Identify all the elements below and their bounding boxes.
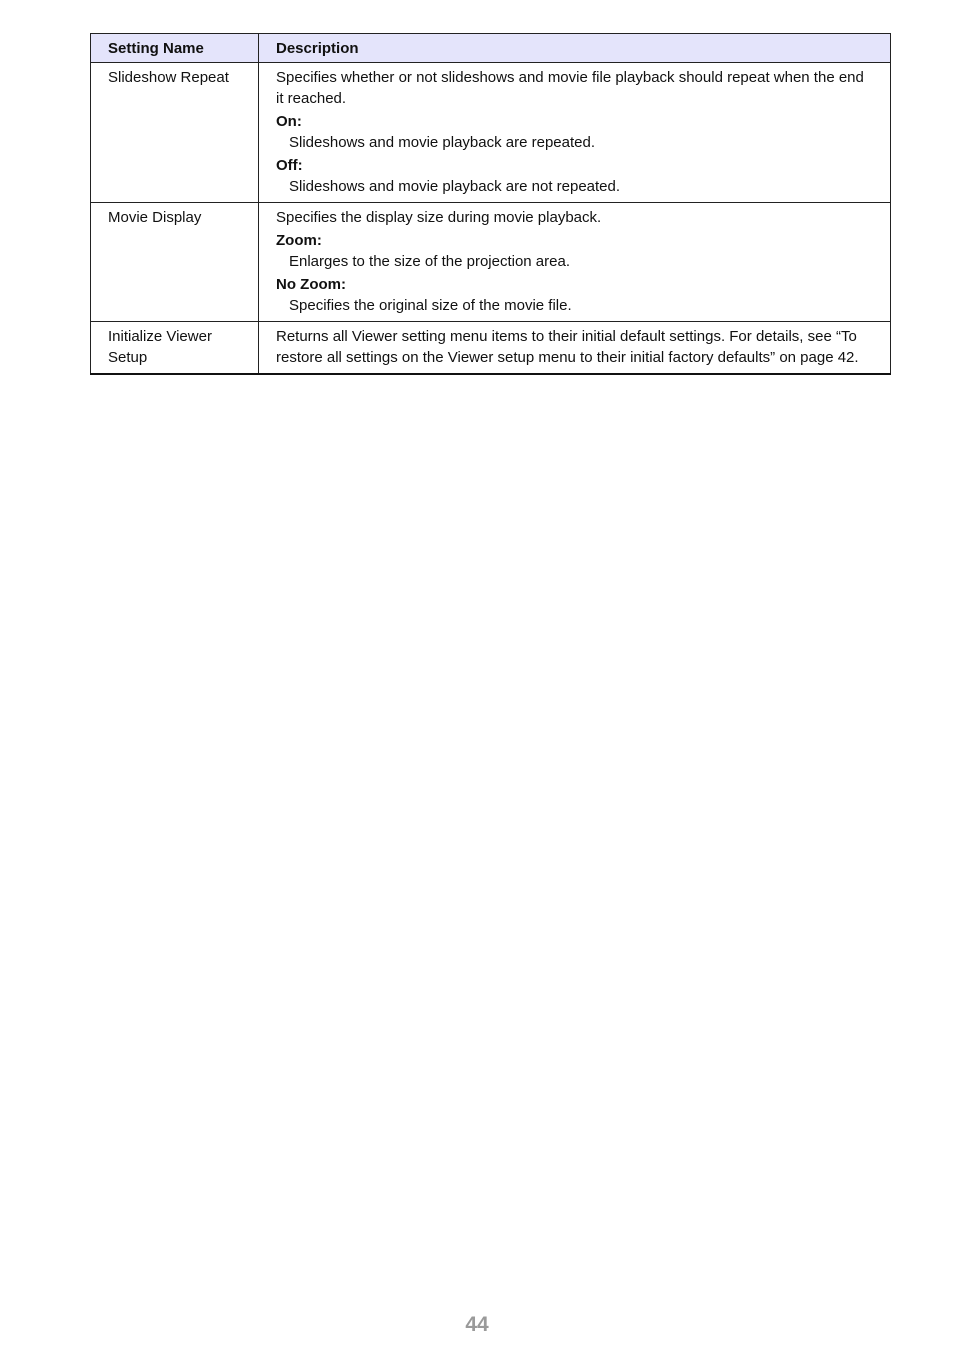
table-row [91, 322, 891, 375]
option-text: Specifies the original size of the movie file. [289, 297, 572, 314]
description-text: Returns all Viewer setting menu items to their initial default settings. For details, see “To restore all settings on the Viewer setup menu to their initial factory defaults” on page 42. [276, 328, 859, 366]
option-label: On: [276, 113, 302, 130]
description-cell [259, 63, 891, 203]
description-cell [259, 322, 891, 375]
header-description: Description [259, 34, 891, 63]
header-setting-name: Setting Name [91, 34, 259, 63]
option-label: Off: [276, 157, 303, 174]
setting-name-cell: Initialize Viewer Setup [91, 322, 259, 375]
option-text: Slideshows and movie playback are repeated. [289, 134, 596, 151]
description-text: Specifies the display size during movie playback. [276, 209, 602, 226]
option-text: Slideshows and movie playback are not repeated. [289, 178, 621, 195]
table-row [91, 63, 891, 203]
option-label: Zoom: [276, 232, 322, 249]
option-label: No Zoom: [276, 276, 346, 293]
table-header-row [91, 34, 891, 63]
setting-name-cell: Movie Display [91, 203, 259, 322]
option-text: Enlarges to the size of the projection area. [289, 253, 571, 270]
description-cell [259, 203, 891, 322]
setting-name-cell: Slideshow Repeat [91, 63, 259, 203]
settings-table [90, 33, 891, 375]
description-text: Specifies whether or not slideshows and movie file playback should repeat when the end it reached. [276, 69, 864, 107]
page-number: 44 [465, 1313, 489, 1336]
table-row [91, 203, 891, 322]
